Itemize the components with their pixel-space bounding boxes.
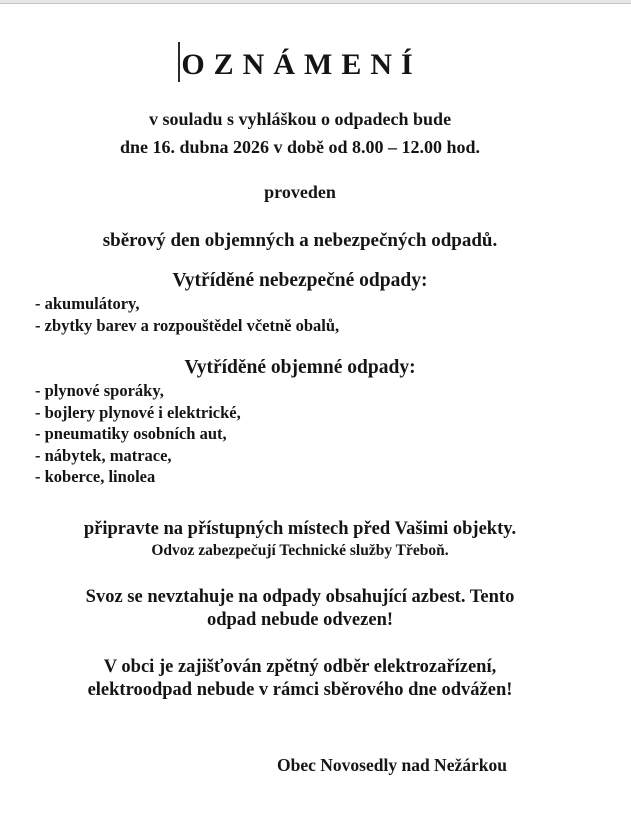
hazardous-waste-list [0,293,600,336]
proveden-line: proveden [264,182,336,202]
intro-line-2: dne 16. dubna 2026 v době od 8.00 – 12.00 hod. [119,137,481,157]
document-title [0,42,600,83]
electro-note-line-1: V obci je zajišťován zpětný odběr elektrozařízení, [103,656,497,677]
pickup-provider-line: Odvoz zabezpečují Technické služby Třeboň. [151,541,449,559]
asbestos-note [0,586,600,632]
instruction-line: připravte na přístupných místech před Vašimi objekty. [83,518,517,539]
bulky-waste-list [0,380,600,488]
intro-paragraph [0,105,600,161]
document-title-text: OZNÁMENÍ [181,48,422,81]
list-item: - pneumatiky osobních aut, [35,424,227,443]
window-top-edge [0,0,631,4]
event-line: sběrový den objemných a nebezpečných odpadů. [102,230,498,251]
asbestos-note-line-1: Svoz se nevztahuje na odpady obsahující azbest. Tento [85,586,515,607]
electro-note-line-2: elektroodpad nebude v rámci sběrového dne odvážen! [87,679,513,700]
list-item: - plynové sporáky, [35,381,164,400]
electro-note [0,656,600,702]
intro-line-1: v souladu s vyhláškou o odpadech bude [148,109,452,129]
signature-line: Obec Novosedly nad Nežárkou [277,754,507,775]
list-item: - nábytek, matrace, [35,445,172,465]
document-page[interactable] [0,42,600,776]
bulky-waste-heading: Vytříděné objemné odpady: [184,357,416,378]
list-item: - zbytky barev a rozpouštědel včetně obalů, [35,315,340,335]
list-item: - bojlery plynové i elektrické, [35,402,241,422]
list-item: - koberce, linolea [35,467,156,486]
asbestos-note-line-2: odpad nebude odvezen! [206,609,394,630]
hazardous-waste-heading: Vytříděné nebezpečné odpady: [172,270,428,291]
list-item: - akumulátory, [35,294,140,313]
